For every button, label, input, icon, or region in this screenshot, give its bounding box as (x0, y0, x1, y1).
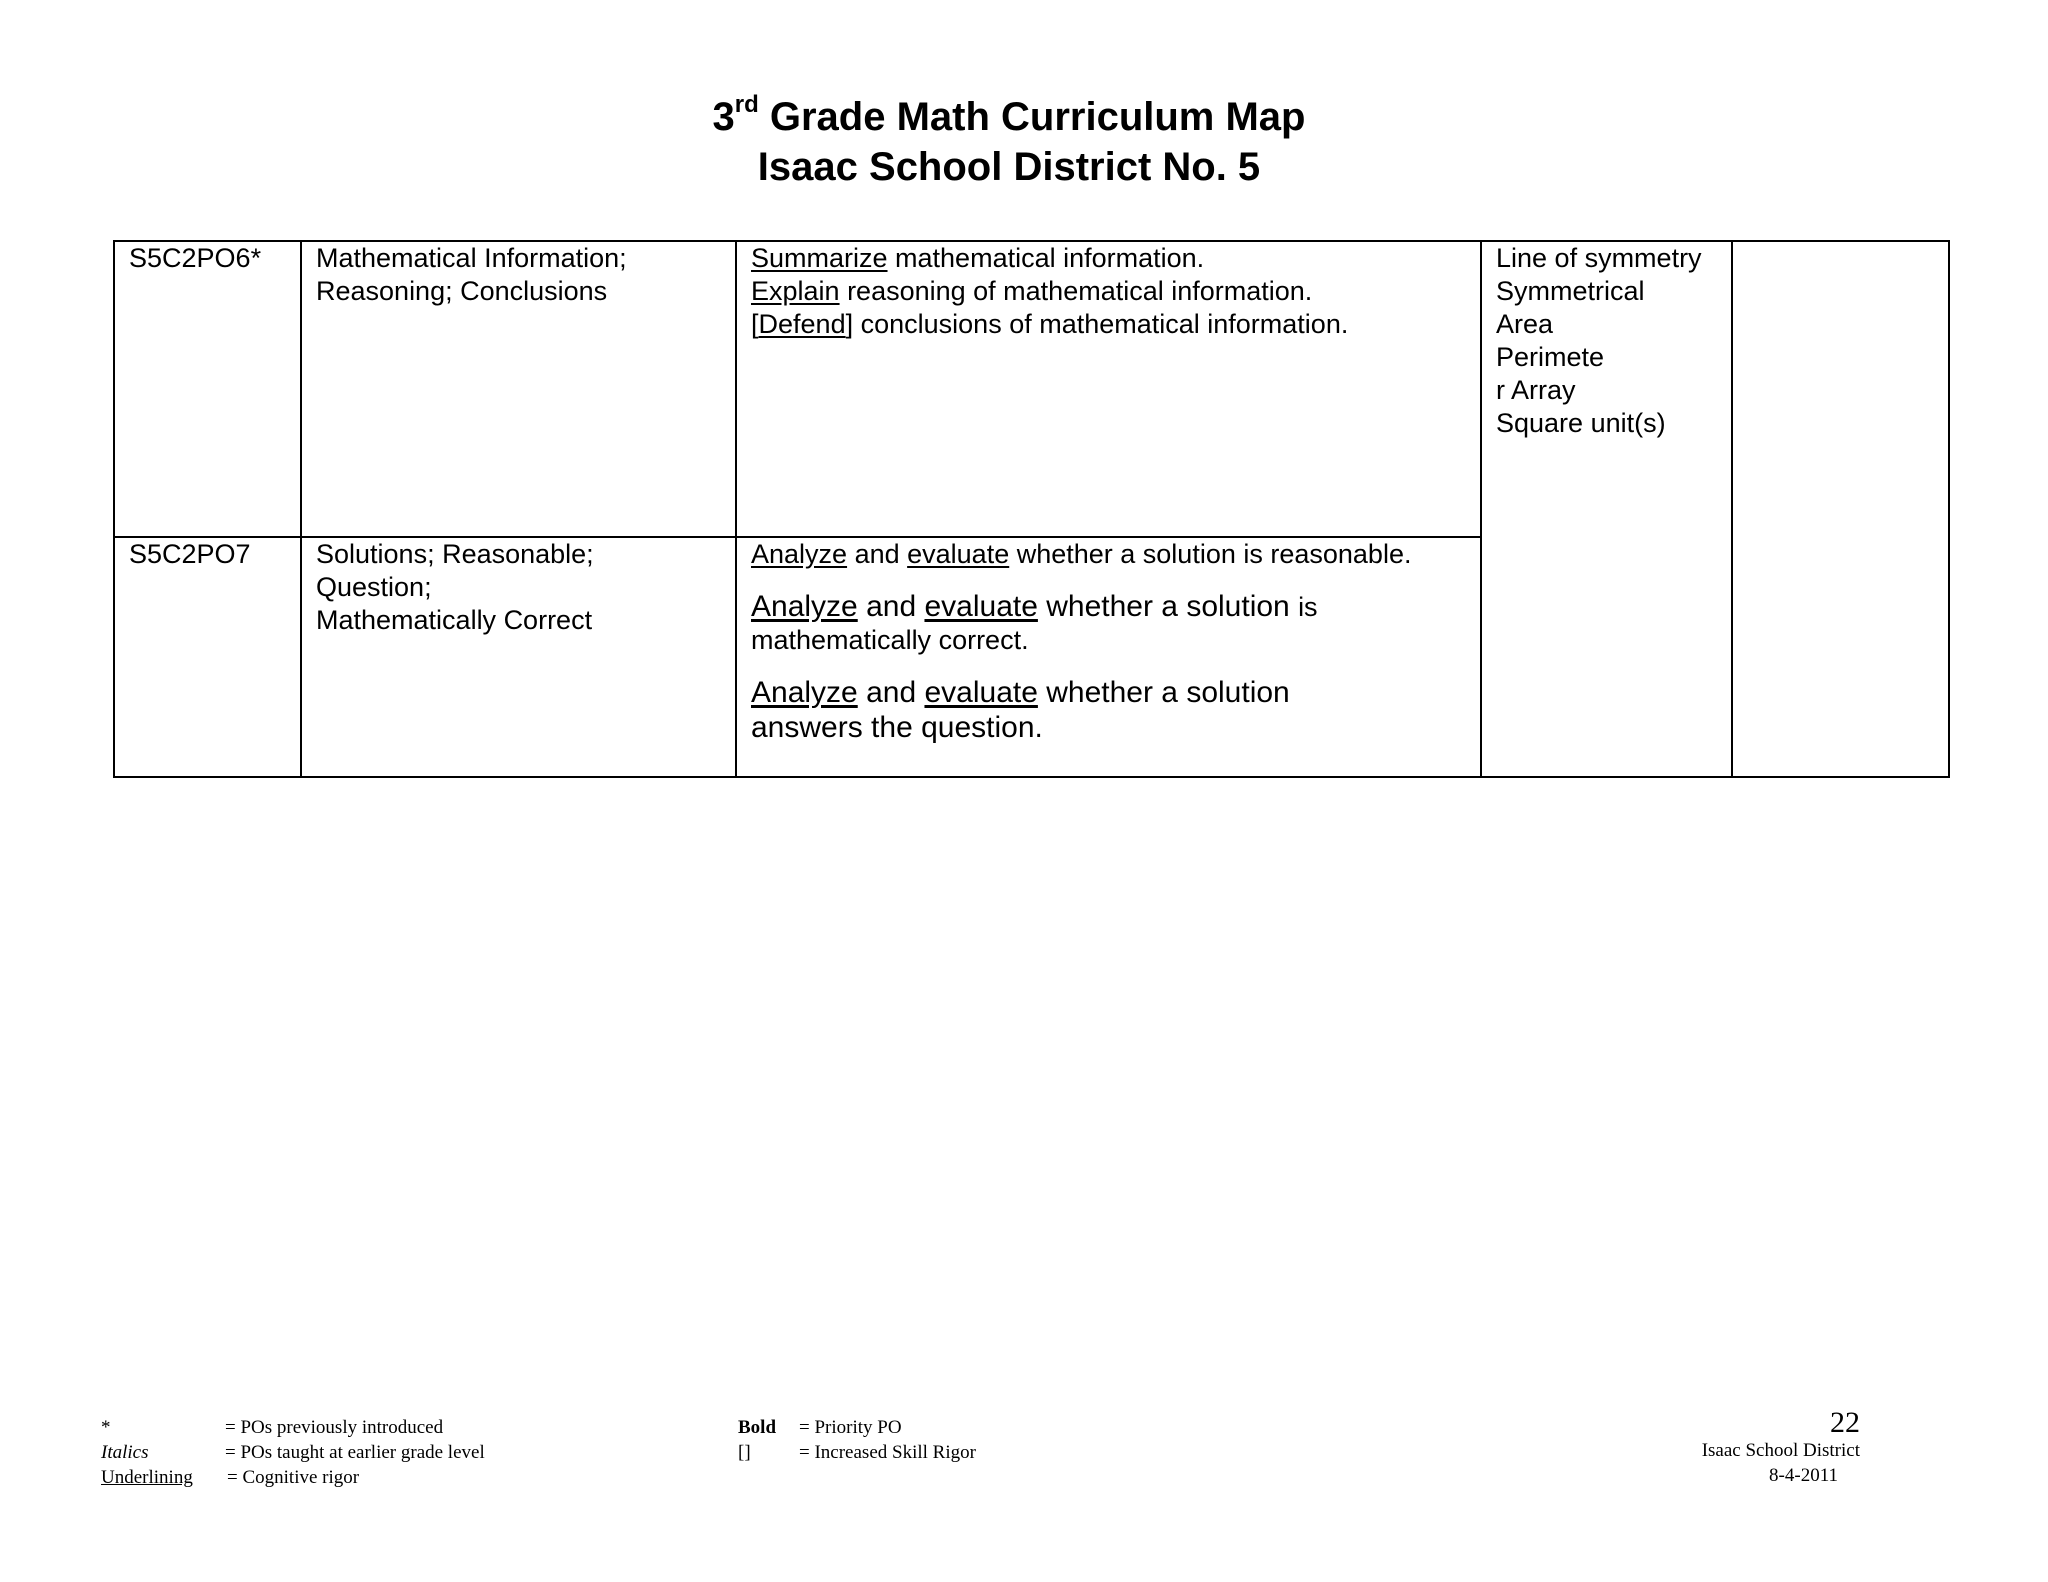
title-number: 3 (712, 95, 735, 139)
cognitive-verb: Defend (758, 309, 846, 339)
objective-text: conclusions of mathematical information. (853, 309, 1349, 339)
vocabulary-term: Line of symmetry (1496, 243, 1702, 273)
page-title (0, 92, 2018, 142)
legend-key: * (101, 1417, 111, 1438)
table-row (114, 241, 1949, 537)
legend-middle (738, 1415, 1138, 1465)
concept-text: Mathematical Information; (316, 243, 627, 273)
vocabulary-cell (1481, 241, 1732, 777)
legend-item (738, 1440, 1138, 1465)
objective-line (751, 589, 1466, 624)
vocabulary-term: Symmetrical (1496, 276, 1645, 306)
cognitive-verb: Summarize (751, 243, 888, 273)
objective-text: whether a solution (1037, 676, 1290, 709)
objective-text: reasoning of mathematical information. (839, 276, 1313, 306)
cognitive-verb: Explain (751, 276, 840, 306)
objective-line (751, 675, 1466, 710)
curriculum-table (113, 240, 1950, 778)
title-text: Grade Math Curriculum Map (758, 95, 1306, 139)
cognitive-verb: Analyze (751, 590, 858, 623)
objective-text: answers the question. (751, 711, 1043, 744)
legend-key: [] (738, 1442, 751, 1463)
legend-value: = Increased Skill Rigor (799, 1442, 976, 1463)
objective-text: mathematically correct. (751, 625, 1029, 655)
footer-info (1560, 1408, 1860, 1488)
legend-key: Underlining (101, 1467, 193, 1488)
concept-text: Solutions; Reasonable; (316, 539, 594, 569)
legend-value: = Cognitive rigor (227, 1467, 360, 1488)
legend-value: = POs taught at earlier grade level (225, 1442, 485, 1463)
concepts-cell (301, 537, 736, 777)
objectives-cell (736, 537, 1481, 777)
objective-text: and (857, 590, 925, 623)
objective-text: is (1298, 592, 1318, 622)
page-subtitle: Isaac School District No. 5 (757, 145, 1261, 189)
po-code-cell (114, 537, 301, 777)
cognitive-verb: Analyze (751, 676, 858, 709)
po-code-cell (114, 241, 301, 537)
objective-line (751, 242, 1466, 275)
concept-text: Reasoning; Conclusions (316, 276, 608, 306)
legend-key: Italics (101, 1442, 149, 1463)
legend-item (101, 1440, 701, 1465)
legend-item (101, 1465, 701, 1490)
legend-value: = POs previously introduced (225, 1417, 444, 1438)
footer-date: 8-4-2011 (1769, 1465, 1838, 1486)
vocabulary-term: Square unit(s) (1496, 408, 1666, 438)
objective-text: whether a solution is reasonable. (1009, 539, 1412, 569)
objective-text: and (847, 539, 908, 569)
page-number: 22 (1830, 1406, 1860, 1439)
cognitive-verb: evaluate (924, 590, 1038, 623)
vocabulary-term: Perimete (1496, 342, 1605, 372)
vocabulary-term: r Array (1496, 375, 1576, 405)
legend-left (101, 1415, 701, 1490)
title-superscript: rd (734, 90, 759, 118)
vocabulary-term: Area (1496, 309, 1554, 339)
objective-line (751, 308, 1466, 341)
po-code: S5C2PO7 (129, 539, 251, 569)
cognitive-verb: evaluate (907, 539, 1010, 569)
legend-item (738, 1415, 1138, 1440)
legend-key: Bold (738, 1417, 777, 1438)
bracket: ] (845, 309, 854, 339)
objective-text: and (857, 676, 925, 709)
empty-cell (1732, 241, 1949, 777)
legend-item (101, 1415, 701, 1440)
po-code: S5C2PO6* (129, 243, 262, 273)
concept-text: Mathematically Correct (316, 605, 593, 635)
footer-district: Isaac School District (1701, 1440, 1860, 1461)
objective-text: mathematical information. (887, 243, 1205, 273)
concepts-cell (301, 241, 736, 537)
objectives-cell (736, 241, 1481, 537)
page-header (0, 92, 2018, 192)
objective-text: whether a solution (1037, 590, 1299, 623)
legend-value: = Priority PO (799, 1417, 902, 1438)
concept-text: Question; (316, 572, 432, 602)
bracket: [ (751, 309, 759, 339)
objective-line (751, 275, 1466, 308)
objective-line (751, 538, 1466, 571)
cognitive-verb: Analyze (751, 539, 848, 569)
cognitive-verb: evaluate (924, 676, 1038, 709)
